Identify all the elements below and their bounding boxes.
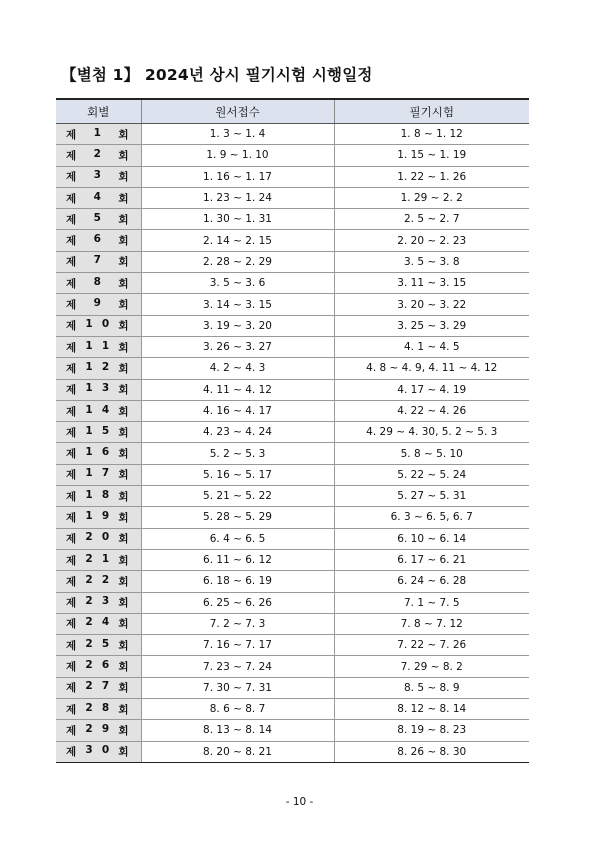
application-period-cell: 7. 30 ~ 7. 31 <box>141 677 334 698</box>
round-cell: 제 3 회 <box>56 166 141 187</box>
document-title: 【별첨 1】 2024년 상시 필기시험 시행일정 <box>61 66 373 84</box>
round-cell: 제 2 7 회 <box>56 677 141 698</box>
round-cell: 제 1 5 회 <box>56 422 141 443</box>
table-row <box>56 273 529 294</box>
table-row <box>56 699 529 720</box>
exam-period-cell: 4. 17 ~ 4. 19 <box>334 379 529 400</box>
application-period-cell: 1. 3 ~ 1. 4 <box>141 124 334 145</box>
round-cell: 제 9 회 <box>56 294 141 315</box>
application-period-cell: 8. 20 ~ 8. 21 <box>141 741 334 762</box>
exam-period-cell: 1. 15 ~ 1. 19 <box>334 145 529 166</box>
round-cell: 제 1 9 회 <box>56 507 141 528</box>
table-row <box>56 613 529 634</box>
exam-period-cell: 4. 22 ~ 4. 26 <box>334 400 529 421</box>
application-period-cell: 4. 16 ~ 4. 17 <box>141 400 334 421</box>
application-period-cell: 5. 28 ~ 5. 29 <box>141 507 334 528</box>
table-row <box>56 400 529 421</box>
exam-period-cell: 2. 5 ~ 2. 7 <box>334 209 529 230</box>
table-row <box>56 315 529 336</box>
table-row <box>56 336 529 357</box>
round-cell: 제 1 0 회 <box>56 315 141 336</box>
application-period-cell: 1. 23 ~ 1. 24 <box>141 187 334 208</box>
round-cell: 제 4 회 <box>56 187 141 208</box>
round-cell: 제 2 9 회 <box>56 720 141 741</box>
application-period-cell: 7. 23 ~ 7. 24 <box>141 656 334 677</box>
table-body <box>56 124 529 763</box>
round-cell: 제 2 0 회 <box>56 528 141 549</box>
table-row <box>56 741 529 762</box>
round-cell: 제 1 2 회 <box>56 358 141 379</box>
table-row <box>56 464 529 485</box>
table-row <box>56 124 529 145</box>
exam-period-cell: 5. 22 ~ 5. 24 <box>334 464 529 485</box>
exam-period-cell: 7. 8 ~ 7. 12 <box>334 613 529 634</box>
exam-period-cell: 6. 17 ~ 6. 21 <box>334 549 529 570</box>
round-cell: 제 1 1 회 <box>56 336 141 357</box>
exam-period-cell: 2. 20 ~ 2. 23 <box>334 230 529 251</box>
exam-schedule-table <box>56 98 529 763</box>
application-period-cell: 6. 11 ~ 6. 12 <box>141 549 334 570</box>
exam-period-cell: 4. 1 ~ 4. 5 <box>334 336 529 357</box>
round-cell: 제 5 회 <box>56 209 141 230</box>
table-row <box>56 571 529 592</box>
table-row <box>56 358 529 379</box>
exam-period-cell: 7. 22 ~ 7. 26 <box>334 635 529 656</box>
application-period-cell: 5. 16 ~ 5. 17 <box>141 464 334 485</box>
round-cell: 제 2 5 회 <box>56 635 141 656</box>
exam-period-cell: 6. 10 ~ 6. 14 <box>334 528 529 549</box>
table-row <box>56 528 529 549</box>
application-period-cell: 5. 2 ~ 5. 3 <box>141 443 334 464</box>
application-period-cell: 6. 18 ~ 6. 19 <box>141 571 334 592</box>
application-period-cell: 1. 16 ~ 1. 17 <box>141 166 334 187</box>
header-round: 회별 <box>56 99 141 124</box>
table-row <box>56 294 529 315</box>
application-period-cell: 2. 14 ~ 2. 15 <box>141 230 334 251</box>
table-row <box>56 486 529 507</box>
table-row <box>56 187 529 208</box>
table-row <box>56 443 529 464</box>
application-period-cell: 5. 21 ~ 5. 22 <box>141 486 334 507</box>
application-period-cell: 3. 26 ~ 3. 27 <box>141 336 334 357</box>
round-cell: 제 1 7 회 <box>56 464 141 485</box>
application-period-cell: 7. 2 ~ 7. 3 <box>141 613 334 634</box>
round-cell: 제 8 회 <box>56 273 141 294</box>
exam-period-cell: 8. 26 ~ 8. 30 <box>334 741 529 762</box>
application-period-cell: 8. 6 ~ 8. 7 <box>141 699 334 720</box>
application-period-cell: 3. 19 ~ 3. 20 <box>141 315 334 336</box>
table-row <box>56 635 529 656</box>
exam-period-cell: 6. 24 ~ 6. 28 <box>334 571 529 592</box>
application-period-cell: 3. 5 ~ 3. 6 <box>141 273 334 294</box>
exam-period-cell: 5. 8 ~ 5. 10 <box>334 443 529 464</box>
round-cell: 제 1 6 회 <box>56 443 141 464</box>
round-cell: 제 1 8 회 <box>56 486 141 507</box>
application-period-cell: 6. 4 ~ 6. 5 <box>141 528 334 549</box>
table-row <box>56 677 529 698</box>
round-cell: 제 1 회 <box>56 124 141 145</box>
table-row <box>56 230 529 251</box>
exam-period-cell: 3. 11 ~ 3. 15 <box>334 273 529 294</box>
round-cell: 제 2 회 <box>56 145 141 166</box>
exam-period-cell: 1. 22 ~ 1. 26 <box>334 166 529 187</box>
round-cell: 제 2 6 회 <box>56 656 141 677</box>
header-exam: 필기시험 <box>334 99 529 124</box>
table-row <box>56 145 529 166</box>
application-period-cell: 4. 2 ~ 4. 3 <box>141 358 334 379</box>
application-period-cell: 7. 16 ~ 7. 17 <box>141 635 334 656</box>
exam-period-cell: 3. 20 ~ 3. 22 <box>334 294 529 315</box>
exam-period-cell: 4. 8 ~ 4. 9, 4. 11 ~ 4. 12 <box>334 358 529 379</box>
table-row <box>56 379 529 400</box>
round-cell: 제 2 3 회 <box>56 592 141 613</box>
application-period-cell: 6. 25 ~ 6. 26 <box>141 592 334 613</box>
round-cell: 제 3 0 회 <box>56 741 141 762</box>
exam-period-cell: 6. 3 ~ 6. 5, 6. 7 <box>334 507 529 528</box>
header-application: 원서접수 <box>141 99 334 124</box>
application-period-cell: 8. 13 ~ 8. 14 <box>141 720 334 741</box>
table-row <box>56 720 529 741</box>
table-row <box>56 166 529 187</box>
round-cell: 제 2 8 회 <box>56 699 141 720</box>
application-period-cell: 1. 9 ~ 1. 10 <box>141 145 334 166</box>
table-row <box>56 592 529 613</box>
table-row <box>56 251 529 272</box>
exam-period-cell: 8. 5 ~ 8. 9 <box>334 677 529 698</box>
exam-period-cell: 1. 29 ~ 2. 2 <box>334 187 529 208</box>
application-period-cell: 1. 30 ~ 1. 31 <box>141 209 334 230</box>
round-cell: 제 2 4 회 <box>56 613 141 634</box>
table-header-row <box>56 99 529 124</box>
exam-period-cell: 7. 29 ~ 8. 2 <box>334 656 529 677</box>
table-row <box>56 656 529 677</box>
exam-period-cell: 8. 12 ~ 8. 14 <box>334 699 529 720</box>
exam-period-cell: 8. 19 ~ 8. 23 <box>334 720 529 741</box>
application-period-cell: 4. 11 ~ 4. 12 <box>141 379 334 400</box>
page-number: - 10 - <box>285 796 314 808</box>
round-cell: 제 6 회 <box>56 230 141 251</box>
application-period-cell: 4. 23 ~ 4. 24 <box>141 422 334 443</box>
table-row <box>56 507 529 528</box>
exam-period-cell: 3. 5 ~ 3. 8 <box>334 251 529 272</box>
round-cell: 제 7 회 <box>56 251 141 272</box>
exam-period-cell: 7. 1 ~ 7. 5 <box>334 592 529 613</box>
round-cell: 제 1 4 회 <box>56 400 141 421</box>
application-period-cell: 2. 28 ~ 2. 29 <box>141 251 334 272</box>
table-row <box>56 549 529 570</box>
exam-period-cell: 3. 25 ~ 3. 29 <box>334 315 529 336</box>
round-cell: 제 2 1 회 <box>56 549 141 570</box>
exam-period-cell: 5. 27 ~ 5. 31 <box>334 486 529 507</box>
exam-period-cell: 4. 29 ~ 4. 30, 5. 2 ~ 5. 3 <box>334 422 529 443</box>
application-period-cell: 3. 14 ~ 3. 15 <box>141 294 334 315</box>
round-cell: 제 1 3 회 <box>56 379 141 400</box>
exam-period-cell: 1. 8 ~ 1. 12 <box>334 124 529 145</box>
table-row <box>56 422 529 443</box>
table-row <box>56 209 529 230</box>
round-cell: 제 2 2 회 <box>56 571 141 592</box>
